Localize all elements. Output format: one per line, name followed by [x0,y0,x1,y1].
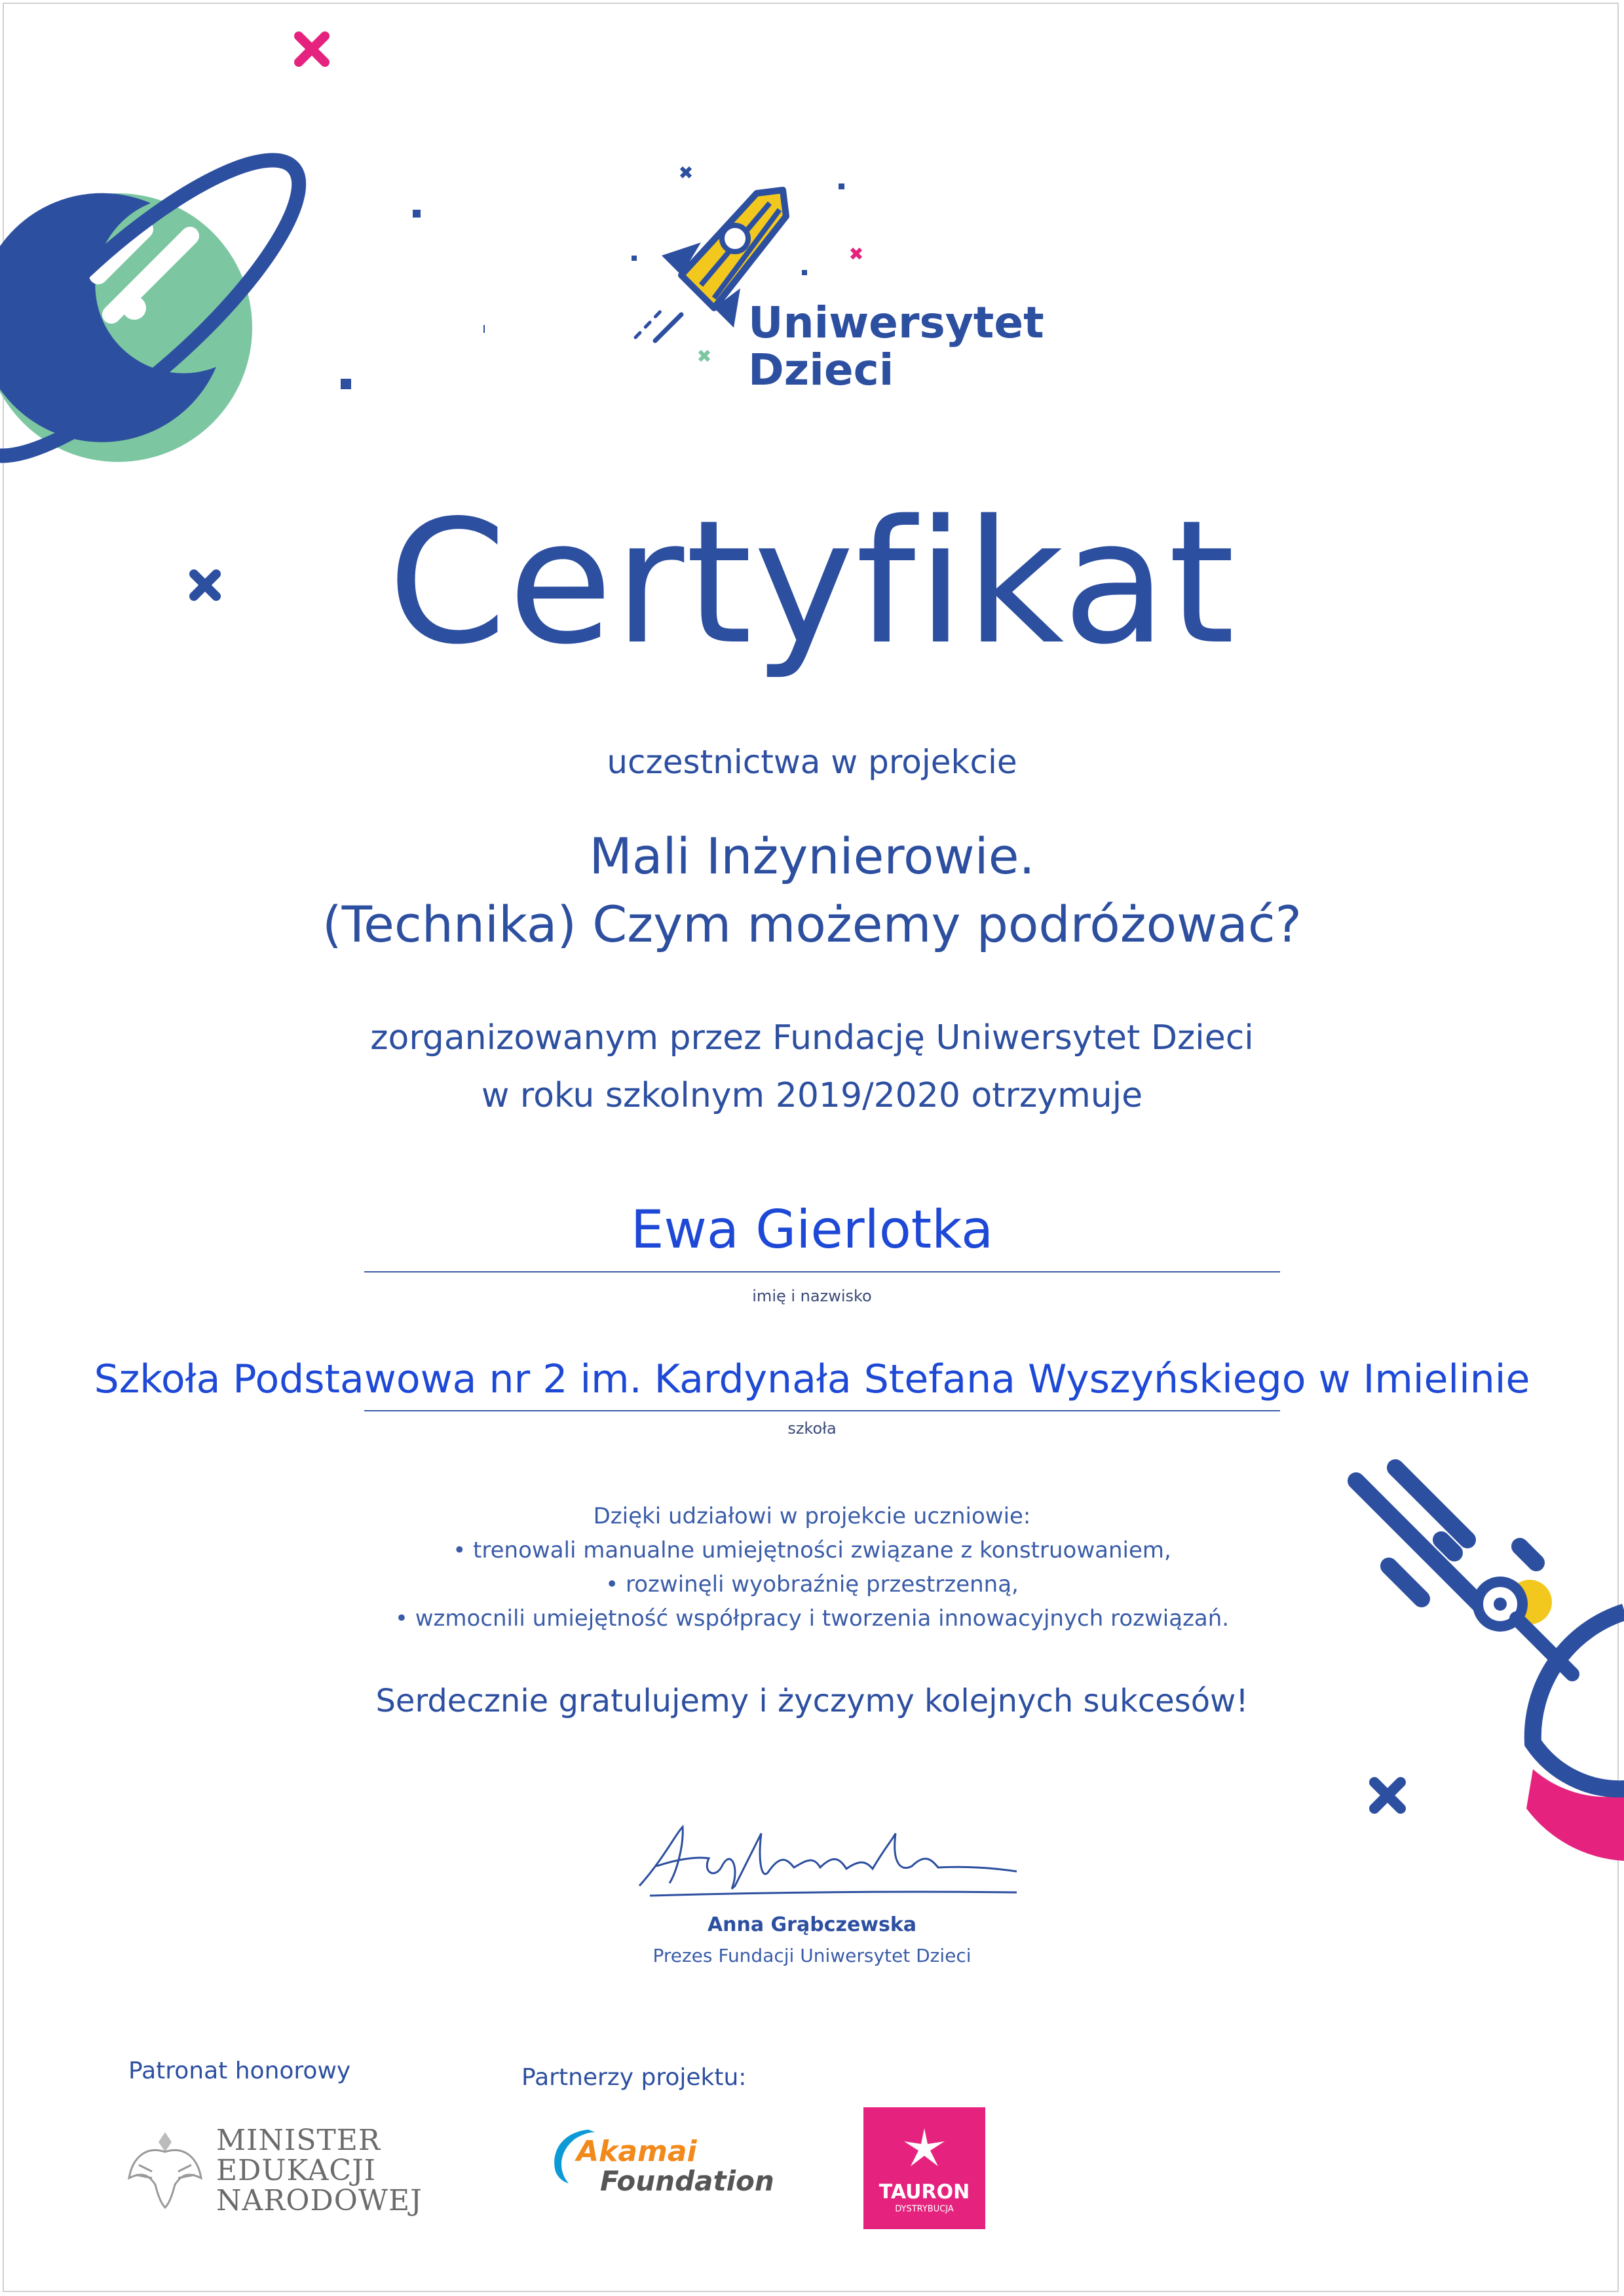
eagle-emblem-icon [126,2126,204,2211]
partners-label: Partnerzy projektu: [521,2064,747,2091]
patron-label: Patronat honorowy [128,2057,351,2084]
ministry-line1: MINISTER [216,2124,381,2157]
name-caption: imię i nazwisko [752,1287,872,1305]
akamai-logo-line1: Akamai [576,2135,697,2168]
congratulations: Serdecznie gratulujemy i życzymy kolejnych sukcesów! [375,1683,1249,1719]
recipient-name: Ewa Gierlotka [630,1199,994,1260]
tauron-logo [863,2107,985,2229]
tauron-subtitle: DYSTRYBUCJA [895,2204,954,2214]
pink-cross-icon [299,36,325,62]
certificate-subtitle: uczestnictwa w projekcie [607,743,1017,781]
gains-item: • rozwinęli wyobraźnię przestrzenną, [605,1571,1019,1598]
logo-text-line1: Uniwersytet [748,297,1044,348]
ministry-line2: EDUKACJI [216,2154,377,2187]
certificate-title: Certyfikat [387,484,1237,682]
gains-intro: Dzięki udziałowi w projekcie uczniowie: [593,1503,1031,1529]
akamai-logo-line2: Foundation [600,2165,774,2197]
ministry-logo-text [216,2126,423,2216]
gains-item: • wzmocnili umiejętność współpracy i tworzenia innowacyjnych rozwiązań. [394,1605,1230,1632]
organizer-line1: zorganizowanym przez Fundację Uniwersytet Dzieci [370,1018,1254,1058]
signer-name: Anna Grąbczewska [707,1913,917,1936]
organizer-line2: w roku szkolnym 2019/2020 otrzymuje [481,1076,1143,1115]
project-title-line2: (Technika) Czym możemy podróżować? [322,895,1302,953]
school-caption: szkoła [787,1419,837,1438]
planet-decoration [0,0,367,498]
tauron-name: TAURON [878,2181,970,2204]
project-title-line1: Mali Inżynierowie. [589,827,1035,885]
handwritten-signature [637,1820,1030,1905]
star-dots [413,210,485,406]
school-underline [364,1410,1280,1411]
ministry-line3: NARODOWEJ [216,2184,423,2217]
tauron-star-icon [901,2126,947,2172]
gains-item: • trenowali manualne umiejętności związane z konstruowaniem, [453,1537,1171,1563]
signer-role: Prezes Fundacji Uniwersytet Dzieci [652,1945,972,1966]
name-underline [364,1271,1280,1272]
school-name: Szkoła Podstawowa nr 2 im. Kardynała Stefana Wyszyńskiego w Imielinie [94,1356,1530,1402]
blue-dot [341,379,351,389]
logo-text-line2: Dzieci [748,345,894,395]
